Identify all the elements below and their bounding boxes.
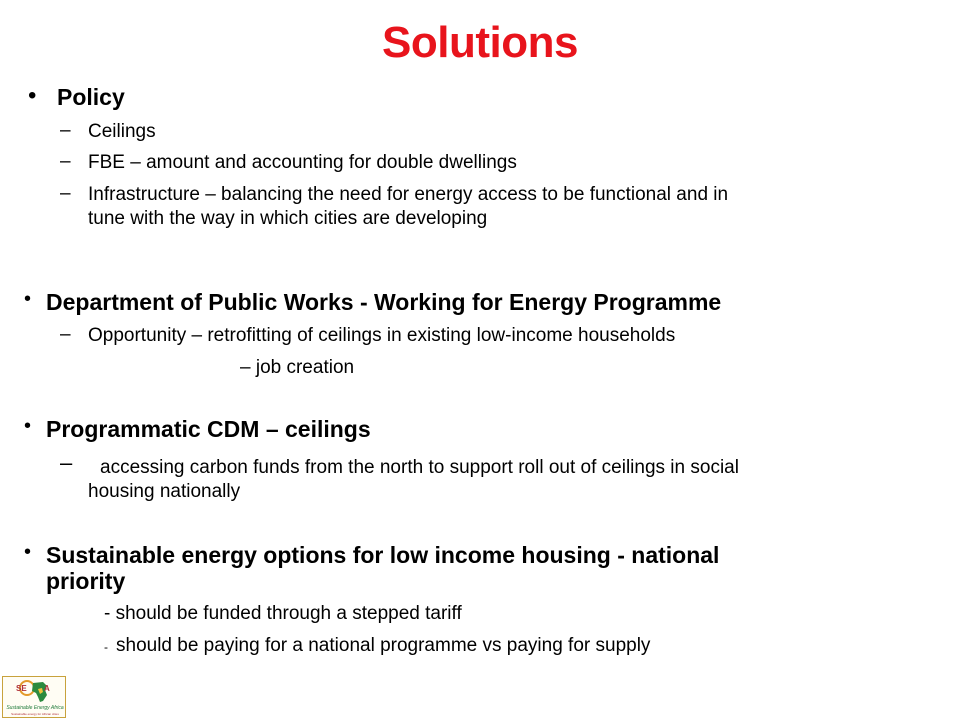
dash-icon: – bbox=[60, 151, 71, 172]
dpw-heading: Department of Public Works - Working for Energy Programme bbox=[46, 289, 722, 315]
cdm-heading: Programmatic CDM – ceilings bbox=[46, 416, 371, 442]
bullet-icon: • bbox=[24, 541, 32, 563]
sea-logo bbox=[2, 676, 66, 718]
bullet-icon: • bbox=[24, 415, 32, 437]
policy-item-infrastructure-cont: tune with the way in which cities are developing bbox=[88, 208, 488, 229]
cdm-item-carbon-funds-cont: housing nationally bbox=[88, 481, 241, 502]
africa-map-logo-icon bbox=[3, 677, 67, 707]
sustainable-item-stepped-tariff: - should be funded through a stepped tariff bbox=[104, 603, 462, 624]
bullet-icon: • bbox=[28, 82, 37, 109]
cdm-item-carbon-funds: accessing carbon funds from the north to support roll out of ceilings in social bbox=[100, 457, 739, 478]
slide-title: Solutions bbox=[382, 18, 578, 67]
policy-heading: Policy bbox=[57, 84, 125, 110]
dash-icon: – bbox=[60, 324, 71, 345]
small-dash-icon: - bbox=[104, 640, 108, 654]
svg-text:A: A bbox=[44, 684, 50, 693]
dash-icon: – bbox=[60, 120, 71, 141]
sustainable-item-national-programme: should be paying for a national programme vs paying for supply bbox=[116, 635, 651, 656]
dpw-item-opportunity: Opportunity – retrofitting of ceilings in existing low-income households bbox=[88, 325, 676, 346]
policy-item-infrastructure: Infrastructure – balancing the need for energy access to be functional and in bbox=[88, 184, 729, 205]
policy-item-fbe: FBE – amount and accounting for double dwellings bbox=[88, 152, 517, 173]
sustainable-heading: Sustainable energy options for low income housing - national bbox=[46, 542, 720, 568]
dash-icon: – bbox=[60, 183, 71, 204]
policy-item-ceilings: Ceilings bbox=[88, 121, 156, 142]
logo-name: Sustainable Energy Africa bbox=[6, 705, 64, 711]
dpw-item-job-creation: – job creation bbox=[240, 357, 355, 378]
svg-text:SE: SE bbox=[16, 684, 27, 693]
dash-icon: – bbox=[60, 450, 73, 475]
logo-tagline: Sustainable energy for African cities bbox=[11, 712, 59, 716]
bullet-icon: • bbox=[24, 288, 32, 310]
sustainable-heading-cont: priority bbox=[46, 568, 126, 594]
